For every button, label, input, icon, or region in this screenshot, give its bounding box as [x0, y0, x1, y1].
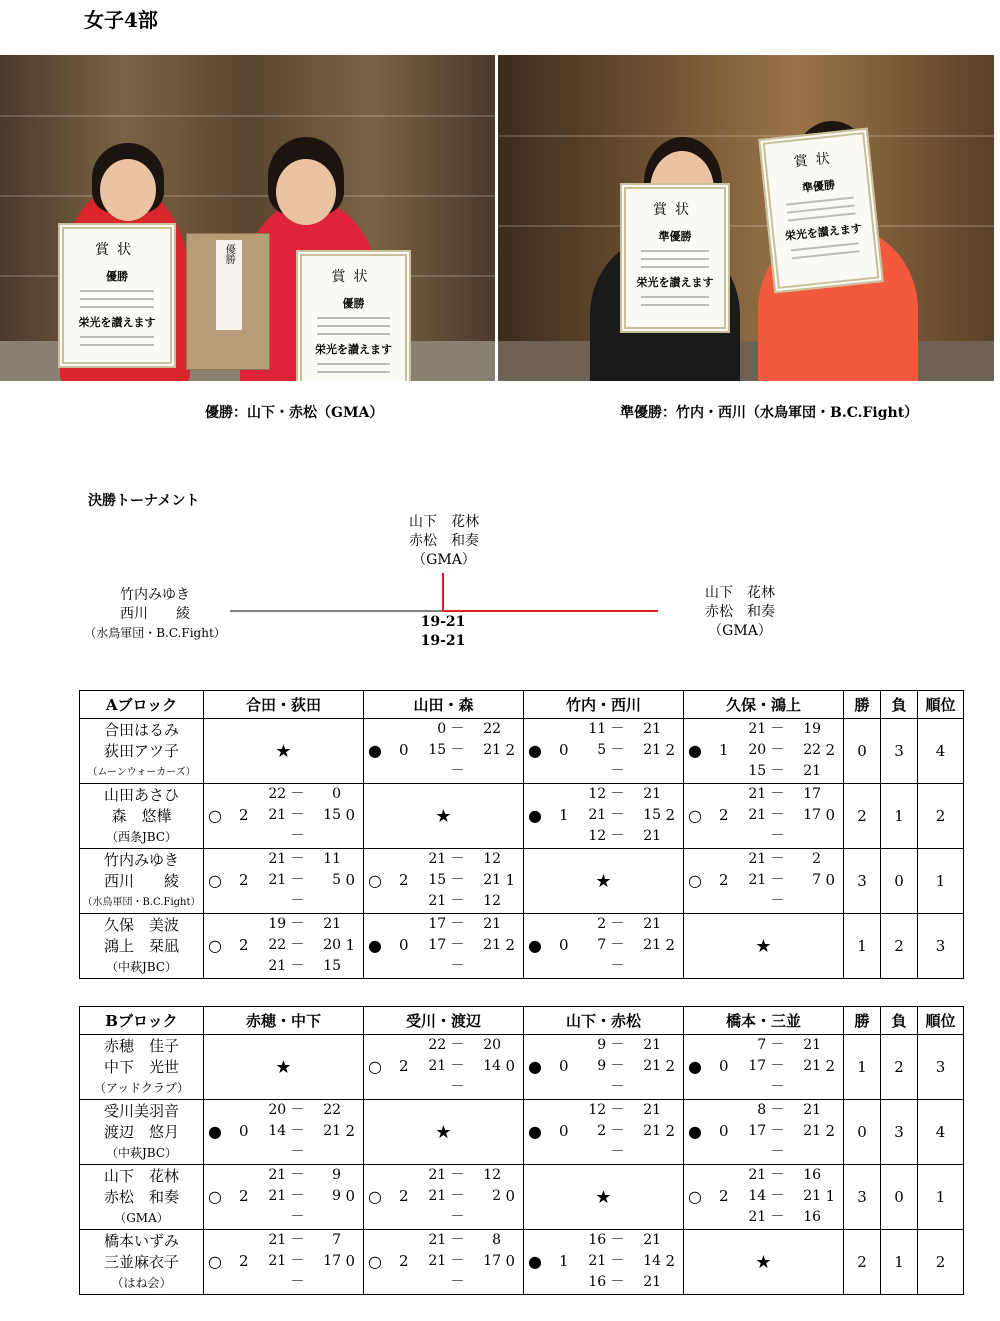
table-row: [80, 1035, 964, 1100]
games-won: 1: [559, 1252, 569, 1270]
match-result: [364, 1165, 524, 1230]
games-won: 0: [559, 936, 569, 954]
win-count: 2: [844, 1230, 881, 1295]
win-mark: ○: [368, 871, 382, 890]
match-result: [204, 849, 364, 914]
games-won: 0: [719, 1057, 729, 1075]
set-scores: 21 － 9 21 － 9 －: [268, 1167, 342, 1225]
table-row: [80, 1230, 964, 1295]
win-count: 0: [844, 1100, 881, 1165]
games-won: 2: [399, 1252, 409, 1270]
games-won: 0: [399, 741, 409, 759]
header-cell: 竹内・西川: [524, 691, 684, 719]
header-cell: 久保・鴻上: [684, 691, 844, 719]
certificate: 賞状 準優勝 栄光を讃えます: [620, 183, 730, 333]
match-result: [204, 1100, 364, 1165]
set-scores: 12 － 21 2 － 21 －: [588, 1102, 662, 1160]
loss-mark: ●: [208, 1122, 222, 1141]
set-scores: 21 － 12 15 － 21 21 － 12: [428, 851, 502, 909]
match-result: [524, 1100, 684, 1165]
games-lost: 2: [825, 1122, 835, 1140]
games-won: 2: [239, 1252, 249, 1270]
win-mark: ○: [688, 1187, 702, 1206]
games-won: 2: [399, 1187, 409, 1205]
block-b-table: [79, 1006, 964, 1295]
rank-count: 3: [918, 1035, 964, 1100]
table-row: [80, 849, 964, 914]
games-lost: 0: [825, 871, 835, 889]
games-lost: 2: [665, 806, 675, 824]
table-row: [80, 1100, 964, 1165]
set-scores: 22 － 20 21 － 14 －: [428, 1037, 502, 1095]
win-mark: ○: [688, 871, 702, 890]
lose-count: 2: [881, 914, 918, 979]
match-result: [364, 849, 524, 914]
win-mark: ○: [368, 1252, 382, 1271]
prize-bag: 優勝: [186, 233, 270, 370]
match-result: [684, 784, 844, 849]
win-count: 2: [844, 784, 881, 849]
player-names: 受川美羽音 渡辺 悠月 （中萩JBC）: [80, 1100, 204, 1165]
games-won: 2: [239, 1187, 249, 1205]
lose-count: 1: [881, 784, 918, 849]
lose-count: 0: [881, 849, 918, 914]
set-scores: 16 － 21 21 － 14 16 － 21: [588, 1232, 662, 1290]
games-won: 2: [719, 871, 729, 889]
match-result: [364, 1035, 524, 1100]
win-mark: ○: [208, 806, 222, 825]
table-row: [80, 914, 964, 979]
win-mark: ○: [368, 1187, 382, 1206]
match-result: [204, 784, 364, 849]
set-scores: 11 － 21 5 － 21 －: [588, 721, 662, 779]
match-result: [684, 1035, 844, 1100]
games-won: 1: [719, 741, 729, 759]
player-names: 竹内みゆき 西川 綾 （水鳥軍団・B.C.Fight）: [80, 849, 204, 914]
header-cell: 受川・渡辺: [364, 1007, 524, 1035]
player-names: 山下 花林 赤松 和奏 （GMA）: [80, 1165, 204, 1230]
win-count: 0: [844, 719, 881, 784]
games-lost: 0: [345, 1187, 355, 1205]
set-scores: 21 － 8 21 － 17 －: [428, 1232, 502, 1290]
player-names: 赤穂 佳子 中下 光世 （アッドクラブ）: [80, 1035, 204, 1100]
set-scores: 7 － 21 17 － 21 －: [748, 1037, 822, 1095]
header-cell: 負: [881, 691, 918, 719]
match-result: [364, 1230, 524, 1295]
set-scores: 21 － 17 21 － 17 －: [748, 786, 822, 844]
header-cell: 順位: [918, 691, 964, 719]
games-won: 0: [719, 1122, 729, 1140]
rank-count: 4: [918, 1100, 964, 1165]
games-lost: 2: [505, 741, 515, 759]
match-result: [684, 719, 844, 784]
loss-mark: ●: [528, 936, 542, 955]
lose-count: 3: [881, 719, 918, 784]
win-mark: ○: [368, 1057, 382, 1076]
header-cell: 赤穂・中下: [204, 1007, 364, 1035]
set-scores: 0 － 22 15 － 21 －: [428, 721, 502, 779]
self-match-star: ★: [684, 914, 844, 979]
set-scores: 22 － 0 21 － 15 －: [268, 786, 342, 844]
games-lost: 2: [825, 741, 835, 759]
games-won: 2: [719, 806, 729, 824]
games-lost: 2: [345, 1122, 355, 1140]
table-row: [80, 784, 964, 849]
header-cell: 橋本・三並: [684, 1007, 844, 1035]
win-mark: ○: [208, 1252, 222, 1271]
loss-mark: ●: [368, 936, 382, 955]
match-result: [524, 784, 684, 849]
match-result: [364, 719, 524, 784]
match-result: [684, 849, 844, 914]
certificate: 賞状 優勝 栄光を讃えます: [296, 250, 411, 381]
match-result: [524, 1035, 684, 1100]
loss-mark: ●: [528, 1057, 542, 1076]
match-result: [684, 1165, 844, 1230]
games-lost: 0: [345, 806, 355, 824]
set-scores: 8 － 21 17 － 21 －: [748, 1102, 822, 1160]
games-lost: 0: [345, 1252, 355, 1270]
match-result: [524, 719, 684, 784]
rank-count: 1: [918, 1165, 964, 1230]
header-cell: Bブロック: [80, 1007, 204, 1035]
games-won: 0: [399, 936, 409, 954]
loss-mark: ●: [528, 1252, 542, 1271]
rank-count: 4: [918, 719, 964, 784]
header-cell: 山田・森: [364, 691, 524, 719]
win-count: 1: [844, 914, 881, 979]
games-won: 2: [239, 806, 249, 824]
set-scores: 19 － 21 22 － 20 21 － 15: [268, 916, 342, 974]
games-lost: 2: [665, 1252, 675, 1270]
match-result: [204, 1230, 364, 1295]
games-lost: 2: [665, 741, 675, 759]
rank-count: 3: [918, 914, 964, 979]
set-scores: 20 － 22 14 － 21 －: [268, 1102, 342, 1160]
set-scores: 21 － 11 21 － 5 －: [268, 851, 342, 909]
games-lost: 0: [505, 1057, 515, 1075]
self-match-star: ★: [364, 1100, 524, 1165]
winner-caption: 優勝：山下・赤松（GMA）: [205, 405, 384, 421]
set-scores: 2 － 21 7 － 21 －: [597, 916, 662, 974]
header-cell: Aブロック: [80, 691, 204, 719]
games-lost: 1: [505, 871, 515, 889]
loss-mark: ●: [368, 741, 382, 760]
header-cell: 勝: [844, 1007, 881, 1035]
win-count: 1: [844, 1035, 881, 1100]
games-lost: 2: [825, 1057, 835, 1075]
loss-mark: ●: [528, 1122, 542, 1141]
games-lost: 2: [665, 1057, 675, 1075]
games-won: 2: [399, 1057, 409, 1075]
header-cell: 勝: [844, 691, 881, 719]
table-row: [80, 719, 964, 784]
rank-count: 2: [918, 1230, 964, 1295]
loss-mark: ●: [528, 741, 542, 760]
final-winner-top: 山下 花林 赤松 和奏 （GMA）: [409, 514, 479, 568]
set-scores: 21 － 12 21 － 2 －: [428, 1167, 502, 1225]
self-match-star: ★: [204, 719, 364, 784]
loss-mark: ●: [688, 1057, 702, 1076]
games-won: 2: [239, 936, 249, 954]
games-lost: 0: [505, 1187, 515, 1205]
self-match-star: ★: [524, 849, 684, 914]
games-lost: 0: [345, 871, 355, 889]
lose-count: 2: [881, 1035, 918, 1100]
games-won: 0: [559, 1057, 569, 1075]
games-won: 0: [559, 1122, 569, 1140]
set-scores: 17 － 21 17 － 21 －: [428, 916, 502, 974]
games-won: 1: [559, 806, 569, 824]
games-won: 2: [399, 871, 409, 889]
match-result: [364, 914, 524, 979]
set-scores: 21 － 2 21 － 7 －: [748, 851, 822, 909]
player-names: 合田はるみ 荻田アツ子 （ムーンウォーカーズ）: [80, 719, 204, 784]
rank-count: 2: [918, 784, 964, 849]
win-mark: ○: [688, 806, 702, 825]
win-mark: ○: [208, 1187, 222, 1206]
games-lost: 0: [825, 806, 835, 824]
self-match-star: ★: [524, 1165, 684, 1230]
games-won: 0: [239, 1122, 249, 1140]
match-result: [684, 1100, 844, 1165]
certificate: 賞状 優勝 栄光を讃えます: [58, 223, 176, 368]
loss-mark: ●: [528, 806, 542, 825]
win-mark: ○: [208, 936, 222, 955]
self-match-star: ★: [364, 784, 524, 849]
games-lost: 1: [825, 1187, 835, 1205]
lose-count: 0: [881, 1165, 918, 1230]
games-won: 2: [239, 871, 249, 889]
header-cell: 山下・赤松: [524, 1007, 684, 1035]
win-count: 3: [844, 1165, 881, 1230]
page-title: 女子4部: [84, 8, 158, 32]
self-match-star: ★: [204, 1035, 364, 1100]
final-scores: 19-21 19-21: [420, 614, 466, 649]
runner-up-caption: 準優勝：竹内・西川（水鳥軍団・B.C.Fight）: [620, 405, 919, 421]
set-scores: 21 － 7 21 － 17 －: [268, 1232, 342, 1290]
games-won: 2: [719, 1187, 729, 1205]
match-result: [204, 914, 364, 979]
set-scores: 21 － 19 20 － 22 15 － 21: [748, 721, 822, 779]
header-cell: 順位: [918, 1007, 964, 1035]
final-left-team: 竹内みゆき 西川 綾 （水鳥軍団・B.C.Fight）: [84, 587, 226, 640]
player-names: 橋本いずみ 三並麻衣子 （はね会）: [80, 1230, 204, 1295]
header-cell: 負: [881, 1007, 918, 1035]
final-right-team: 山下 花林 赤松 和奏 （GMA）: [705, 585, 775, 639]
certificate: 賞状 準優勝 栄光を讃えます: [758, 128, 884, 294]
block-a-table: [79, 690, 964, 979]
set-scores: 12 － 21 21 － 15 12 － 21: [588, 786, 662, 844]
lose-count: 1: [881, 1230, 918, 1295]
games-lost: 2: [665, 1122, 675, 1140]
player-names: 久保 美波 鴻上 栞凪 （中萩JBC）: [80, 914, 204, 979]
match-result: [524, 1230, 684, 1295]
games-lost: 1: [345, 936, 355, 954]
loss-mark: ●: [688, 1122, 702, 1141]
games-lost: 2: [505, 936, 515, 954]
header-cell: 合田・荻田: [204, 691, 364, 719]
table-row: [80, 1165, 964, 1230]
games-lost: 2: [665, 936, 675, 954]
final-section-title: 決勝トーナメント: [88, 493, 200, 509]
player-names: 山田あさひ 森 悠樺 （西条JBC）: [80, 784, 204, 849]
self-match-star: ★: [684, 1230, 844, 1295]
set-scores: 9 － 21 9 － 21 －: [597, 1037, 662, 1095]
games-lost: 0: [505, 1252, 515, 1270]
set-scores: 21 － 16 14 － 21 21 － 16: [748, 1167, 822, 1225]
match-result: [524, 914, 684, 979]
match-result: [204, 1165, 364, 1230]
games-won: 0: [559, 741, 569, 759]
rank-count: 1: [918, 849, 964, 914]
win-count: 3: [844, 849, 881, 914]
loss-mark: ●: [688, 741, 702, 760]
lose-count: 3: [881, 1100, 918, 1165]
win-mark: ○: [208, 871, 222, 890]
